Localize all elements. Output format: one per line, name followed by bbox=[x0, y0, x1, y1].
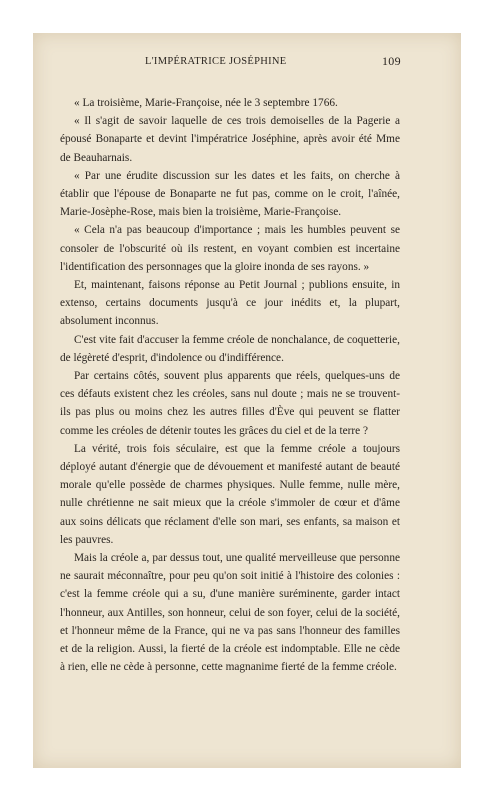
paragraph-5: Et, maintenant, faisons réponse au Petit Journal ; publions ensuite, in extenso, certains documents jusqu'à ce jour inédits et, la plupart, absolument inconnus. bbox=[60, 279, 400, 328]
paragraph-4: « Cela n'a pas beaucoup d'importance ; mais les humbles peuvent se consoler de l'obscurité où ils restent, en voyant combien est incertaine l'identification des personnages que la gloire inonda de ses rayons. » bbox=[60, 224, 400, 273]
paragraph-9: Mais la créole a, par dessus tout, une qualité merveilleuse que personne ne saurait méconnaître, pour peu qu'on soit initié à l'histoire des colonies : c'est la femme créole qui a su, d'une manière suréminente, garder intact l'honneur, aux Antilles, son honneur, celui de son foyer, celui de la société, et l'honneur même de la France, qui ne va pas sans l'honneur des familles et de la religion. Aussi, la fierté de la créole est indomptable. Elle ne cède à rien, elle ne cède à personne, cette magnanime fierté de la femme créole. bbox=[60, 552, 400, 674]
running-title: L'IMPÉRATRICE JOSÉPHINE bbox=[145, 56, 287, 67]
paragraph-2: « Il s'agit de savoir laquelle de ces trois demoiselles de la Pagerie a épousé Bonaparte et devint l'impératrice Joséphine, après avoir été Mme de Beauharnais. bbox=[60, 115, 400, 164]
body-text bbox=[60, 94, 400, 677]
paragraph-1: « La troisième, Marie-Françoise, née le 3 septembre 1766. bbox=[74, 97, 338, 109]
paragraph-3: « Par une érudite discussion sur les dates et les faits, on cherche à établir que l'épouse de Bonaparte ne fut pas, comme on le croit, l'aînée, Marie-Josèphe-Rose, mais bien la troisième, Marie-Françoise. bbox=[60, 169, 400, 219]
paragraph-8: La vérité, trois fois séculaire, est que la femme créole a toujours déployé autant d'énergie que de dévouement et manifesté autant de beauté morale qu'elle possède de charmes physiques. Nulle femme, nulle mère, nulle chrétienne ne sait mieux que la créole s'immoler de cœur et d'âme aux soins délicats que réclament d'elle son mari, ses enfants, sa maison et les pauvres. bbox=[60, 442, 400, 546]
paragraph-6: C'est vite fait d'accuser la femme créole de nonchalance, de coquetterie, de légèreté d'esprit, d'indolence ou d'indifférence. bbox=[60, 333, 400, 364]
paragraph-7: Par certains côtés, souvent plus apparents que réels, quelques-uns de ces défauts existent chez les créoles, sans nul doute ; mais ne se trouvent-ils pas plus ou moins chez les autres filles d'Ève qui peuvent se flatter comme les créoles de détenir toutes les grâces du ciel et de la terre ? bbox=[60, 370, 400, 437]
page-number: 109 bbox=[382, 54, 401, 68]
